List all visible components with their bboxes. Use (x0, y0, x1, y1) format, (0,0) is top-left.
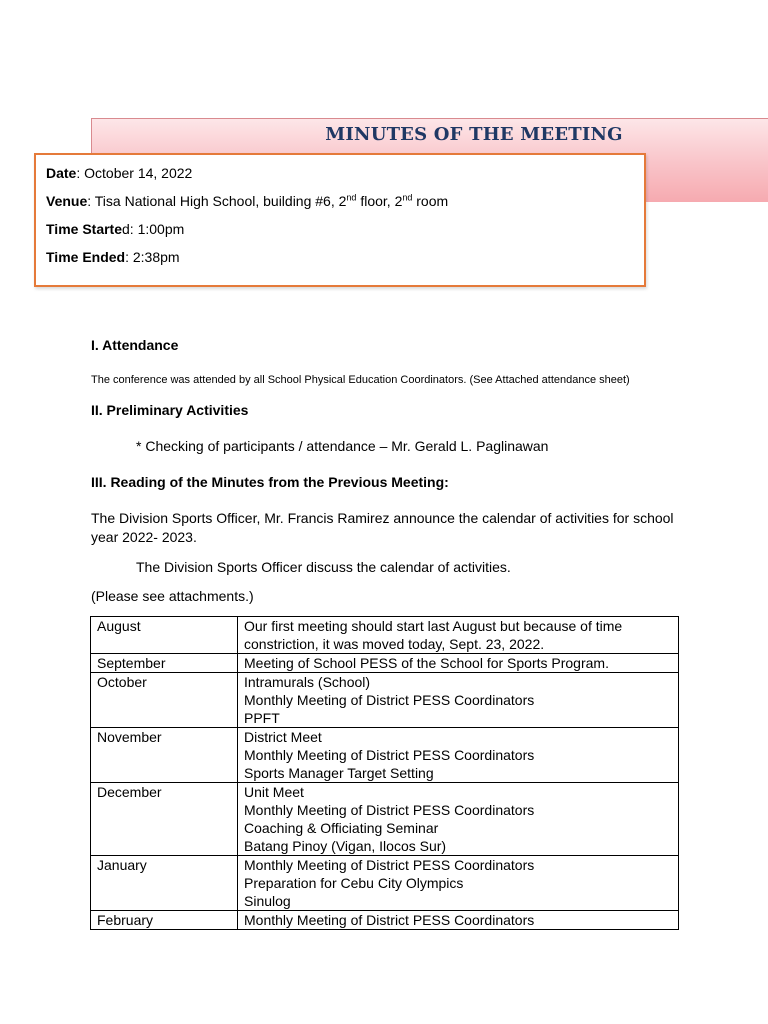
month-cell: February (91, 911, 238, 930)
activity-item: Monthly Meeting of District PESS Coordinators (244, 692, 535, 708)
activities-cell (238, 783, 679, 856)
activity-item: Meeting of School PESS of the School for Sports Program. (244, 655, 609, 671)
venue-value-b: floor, 2 (356, 193, 403, 209)
table-row (91, 728, 679, 783)
activity-item: Sinulog (244, 893, 291, 909)
activity-item: Intramurals (School) (244, 674, 371, 690)
preliminary-item: * Checking of participants / attendance – Mr. Gerald L. Paglinawan (136, 438, 549, 454)
reading-paragraph-1: The Division Sports Officer, Mr. Francis Ramirez announce the calendar of activities for school year 2022- 2023. (91, 510, 674, 545)
month-cell: December (91, 783, 238, 856)
time-started-label: Time Starte (46, 221, 122, 237)
activities-cell (238, 728, 679, 783)
time-ended-label: Time Ended (46, 249, 126, 265)
preliminary-heading: II. Preliminary Activities (91, 402, 249, 418)
attendance-heading: I. Attendance (91, 337, 179, 353)
date-value: : October 14, 2022 (76, 165, 193, 181)
activity-item: PPFT (244, 710, 280, 726)
activity-item: Preparation for Cebu City Olympics (244, 875, 464, 891)
time-ended-value: : 2:38pm (125, 249, 180, 265)
table-row (91, 856, 679, 911)
attendance-text: The conference was attended by all School Physical Education Coordinators. (See Attached attendance sheet) (91, 374, 630, 386)
date-label: Date (46, 165, 77, 181)
time-started-line (46, 221, 184, 237)
meeting-info-box (34, 153, 646, 287)
calendar-table (90, 616, 679, 930)
activity-item: District Meet (244, 729, 322, 745)
time-started-value: d: 1:00pm (122, 221, 185, 237)
activity-item: Batang Pinoy (Vigan, Ilocos Sur) (244, 838, 447, 854)
date-line (46, 165, 192, 181)
month-cell: January (91, 856, 238, 911)
activity-item: Monthly Meeting of District PESS Coordinators (244, 747, 535, 763)
activity-item: Monthly Meeting of District PESS Coordinators (244, 802, 535, 818)
activity-item: Sports Manager Target Setting (244, 765, 434, 781)
venue-value-c: room (412, 193, 449, 209)
activities-cell (238, 617, 679, 654)
venue-value-a: : Tisa National High School, building #6, 2 (87, 193, 347, 209)
activities-cell (238, 911, 679, 930)
venue-sup-2: nd (402, 192, 413, 203)
venue-label: Venue (46, 193, 88, 209)
table-row (91, 673, 679, 728)
activities-cell (238, 654, 679, 673)
table-row (91, 654, 679, 673)
reading-paragraph-3: (Please see attachments.) (91, 588, 254, 604)
reading-paragraph-2: The Division Sports Officer discuss the calendar of activities. (136, 559, 511, 575)
month-cell: November (91, 728, 238, 783)
activity-item: Our first meeting should start last August but because of time constriction, it was moved today, Sept. 23, 2022. (244, 618, 623, 652)
venue-sup-1: nd (346, 192, 357, 203)
activity-item: Monthly Meeting of District PESS Coordinators (244, 857, 535, 873)
activity-item: Unit Meet (244, 784, 304, 800)
document-title: MINUTES OF THE MEETING (325, 124, 623, 145)
time-ended-line (46, 249, 180, 265)
activity-item: Monthly Meeting of District PESS Coordinators (244, 912, 535, 928)
month-cell: September (91, 654, 238, 673)
activity-item: Coaching & Officiating Seminar (244, 820, 439, 836)
table-row (91, 617, 679, 654)
table-row (91, 911, 679, 930)
reading-heading: III. Reading of the Minutes from the Previous Meeting: (91, 474, 449, 490)
month-cell: August (91, 617, 238, 654)
table-row (91, 783, 679, 856)
month-cell: October (91, 673, 238, 728)
venue-line (46, 193, 448, 209)
activities-cell (238, 673, 679, 728)
activities-cell (238, 856, 679, 911)
